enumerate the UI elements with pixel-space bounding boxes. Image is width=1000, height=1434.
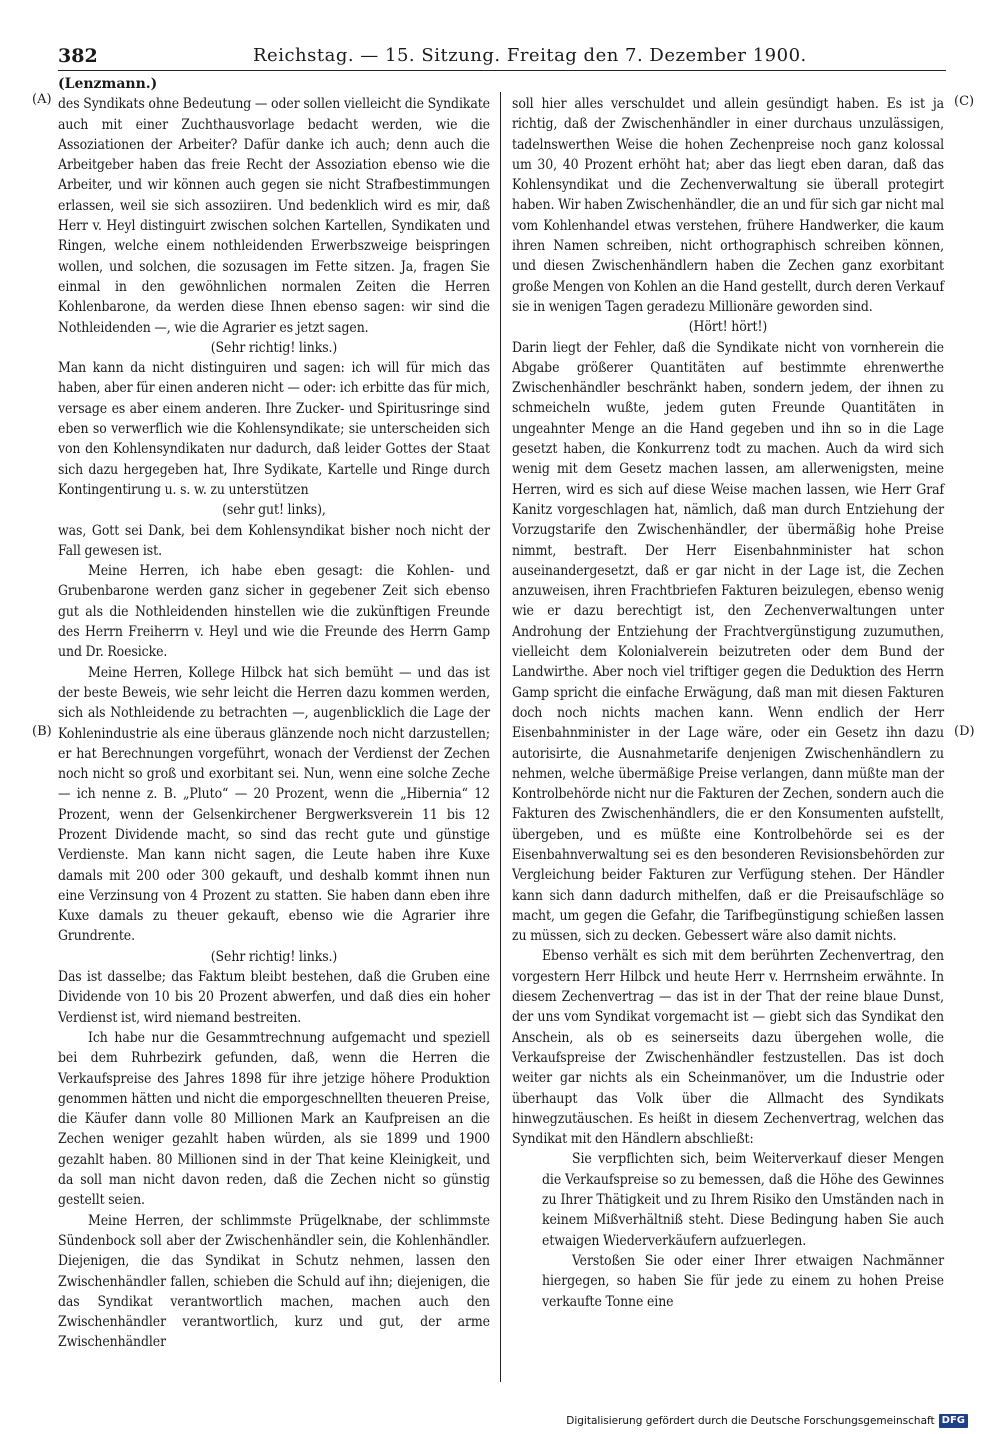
digitization-credit [566, 1412, 968, 1430]
paragraph: Meine Herren, der schlimmste Prügelknabe, der schlimmste Sündenbock soll aber der Zwischenhändler sein, die Kohlenhändler. Diejenigen, die das Syndikat in Schutz nehmen, lassen den Zwischenhändler fallen, schieben die Schuld auf ihn; diejenigen, die das Syndikat verantwortlich machen, machen auch den Zwischenhändler verantwortlich, kurz und gut, der arme Zwischenhändler [58, 1212, 490, 1351]
margin-mark-c: (C) [954, 94, 975, 109]
page-header [58, 44, 946, 70]
paragraph: Das ist dasselbe; das Faktum bleibt bestehen, daß die Gruben eine Dividende von 10 bis 20 Prozent abwerfen, und daß dies ein hoher Verdienst ist, wird niemand bestreiten. [58, 969, 490, 1026]
running-title: Reichstag. — 15. Sitzung. Freitag den 7. Dezember 1900. [253, 45, 807, 66]
credit-text: Digitalisierung gefördert durch die Deutsche Forschungsgemeinschaft [566, 1415, 935, 1427]
column-divider [500, 92, 501, 1382]
page-number: 382 [58, 45, 98, 67]
dfg-logo: DFG [939, 1414, 968, 1428]
quoted-passage: Sie verpflichten sich, beim Weiterverkauf dieser Mengen die Verkaufspreise so zu bemessen, daß die Höhe des Gewinnes zu Ihrer Thätigkeit und zu Ihrem Risiko den Umständen nach in keinem Mißverhältniß steht. Diese Bedingung haben Sie auch etwaigen Wiederverkäufern aufzuerlegen. [542, 1151, 944, 1249]
paragraph: Ich habe nur die Gesammtrechnung aufgemacht und speziell bei dem Ruhrbezirk gefunden, daß, wenn die Herren die Verkaufspreise des Jahres 1898 für ihre jetzige höhere Produktion genommen hätten und nicht die emporgeschnellten theueren Preise, die Käufer dann volle 80 Millionen Mark an Kaufpreisen an die Zechen weniger gezahlt haben würden, als sie 1899 und 1900 gezahlt haben. 80 Millionen sind in der That keine Kleinigkeit, und da soll man nicht davon reden, daß die Zechen nicht so günstig gestellt seien. [58, 1029, 490, 1209]
left-column [58, 74, 490, 1353]
paragraph: Meine Herren, ich habe eben gesagt: die Kohlen- und Grubenbarone werden ganz sicher in gegebener Zeit sich ebenso gut als die Nothleidenden hinstellen wie die zukünftigen Freunde des Herrn Freiherrn v. Heyl und wie die Freunde des Herrn Gamp und Dr. Roesicke. [58, 563, 490, 661]
interjection: (Sehr richtig! links.) [210, 948, 338, 965]
header-rule [58, 70, 946, 71]
interjection: (Hört! hört!) [688, 319, 768, 336]
paragraph: was, Gott sei Dank, bei dem Kohlensyndikat bisher noch nicht der Fall gewesen ist. [58, 522, 490, 559]
interjection: (Sehr richtig! links.) [210, 339, 338, 356]
margin-mark-b: (B) [32, 724, 52, 739]
margin-mark-d: (D) [954, 724, 975, 739]
right-column [512, 94, 944, 1312]
paragraph: Ebenso verhält es sich mit dem berührten Zechenvertrag, den vorgestern Herr Hilbck und heute Herr v. Herrnsheim erwähnte. In diesem Zechenvertrag — das ist in der That der reine blaue Dunst, der uns vom Syndikat vorgemacht ist — giebt sich das Syndikat den Anschein, als ob es seinerseits dazu übergehen wolle, die Verkaufspreise der Zwischenhändler festzustellen. Das ist doch weiter gar nichts als ein Scheinmanöver, um die Industrie oder überhaupt das Volk über die Allmacht des Syndikats hinwegzutäuschen. Es heißt in diesem Zechenvertrag, welchen das Syndikat mit den Händlern abschließt: [512, 948, 944, 1148]
margin-mark-a: (A) [32, 92, 52, 107]
paragraph: Man kann da nicht distinguiren und sagen: ich will für mich das haben, aber für einen anderen nicht — oder: ich erbitte das für mich, versage es aber einem anderen. Ihre Zucker- und Spiritusringe sind eben so verwerflich wie die Kohlensyndikate; sie unterscheiden sich von den Kohlensyndikaten nur dadurch, daß leider Gottes der Staat sich dazu hergegeben hat, Ihre Sydikate, Kartelle und Ringe durch Kontingentirung u. s. w. zu unterstützen [58, 360, 490, 498]
interjection: (sehr gut! links), [222, 502, 326, 519]
quoted-passage: Verstoßen Sie oder einer Ihrer etwaigen Nachmänner hiergegen, so haben Sie für jede zu einem zu hohen Preise verkaufte Tonne eine [542, 1252, 944, 1310]
paragraph: Meine Herren, Kollege Hilbck hat sich bemüht — und das ist der beste Beweis, wie sehr leicht die Herren dazu kommen werden, sich als Nothleidende zu betrachten —, augenblicklich die Lage der Kohlenindustrie als eine überaus glänzende noch nicht darzustellen; er hat Berechnungen vorgeführt, wonach der Verdienst der Zechen noch nicht so groß und exorbitant sei. Nun, wenn eine solche Zeche — ich nenne z. B. „Pluto“ — 20 Prozent, wenn die „Hibernia“ 12 Prozent, wenn der Gelsenkirchener Bergwerksverein 11 bis 12 Prozent Dividende macht, so sind das recht gute und günstige Verdienste. Man kann nicht sagen, die Leute haben ihre Kuxe damals mit 200 oder 300 gekauft, und deshalb kommt ihnen nun eine Verzinsung von 4 Prozent zu statten. Sie haben dann eben ihre Kuxe damals zu theuer gekauft, ebenso wie die Agrarier ihre Grundrente. [58, 664, 490, 945]
paragraph: Darin liegt der Fehler, daß die Syndikate nicht von vornherein die Abgabe größerer Quantitäten auf bestimmte ehrenwerthe Zwischenhändler beschränkt haben, sondern jedem, der ihnen zu schmeicheln wußte, jedem guten Freunde Quantitäten in ungeahnter Menge an die Hand gegeben und ihn so in die Lage gesetzt haben, die Konkurrenz todt zu machen. Auch da wird sich wenig mit dem Gesetz machen lassen, am allerwenigsten, meine Herren, wird es sich auf diese Weise machen lassen, wie Herr Graf Kanitz vorgeschlagen hat, nämlich, daß man durch Entziehung der Vorzugstarife den Zwischenhändler, der übermäßig hohe Preise nimmt, bestraft. Der Herr Eisenbahnminister hat schon auseinandergesetzt, daß er gar nicht in der Lage ist, die Zechen anzuweisen, ihren Frachtbriefen Fakturen beizulegen, ebenso wenig wie er dazu berechtigt ist, den Zechenverwaltungen unter Androhung der Entziehung der Frachtvergünstigung zuzumuthen, vielleicht dem Kolonialverein beizutreten oder dem Bund der Landwirthe. Aber noch viel triftiger gegen die Deduktion des Herrn Gamp spricht die einfache Erwägung, daß man mit diesen Fakturen doch noch nichts machen kann. Wenn endlich der Herr Eisenbahnminister in der Lage wäre, oder ein Gesetz ihn dazu autorisirte, die Ausnahmetarife denjenigen Zwischenhändlern zu nehmen, welche übermäßige Preise verlangen, dann müßte man der Kontrolbehörde nicht nur die Fakturen der Zechen, sondern auch die Fakturen des Zwischenhändlers, die er den Konsumenten aufstellt, übergeben, und es müßte eine Kontrolbehörde sei es der Eisenbahnverwaltung sei es den besonderen Revisionsbehörden zur Vergleichung beider Fakturen zur Verfügung stehen. Der Händler kann sich dann dadurch mithelfen, daß er die Preisaufschläge so macht, um gegen die Gefahr, die Tarifbegünstigung schießen lassen zu müssen, sich zu decken. Gebessert wäre also damit nichts. [512, 339, 944, 945]
paragraph: soll hier alles verschuldet und allein gesündigt haben. Es ist ja richtig, daß der Zwischenhändler in einer durchaus unzulässigen, tadelnswerthen Weise die hohen Zechenpreise noch ganz kolossal um 30, 40 Prozent erhöht hat; aber das liegt eben daran, daß das Kohlensyndikat und die Zechenverwaltung sie überall protegirt haben. Wir haben Zwischenhändler, die an und für sich gar nicht mal vom Kohlenhandel etwas verstehen, frühere Handwerker, die kaum ihren Namen schreiben, nicht orthographisch schreiben können, und diesen Zwischenhändlern haben die Zechen ganz exorbitant große Mengen von Kohlen an die Hand gestellt, durch deren Verkauf sie in wenigen Tagen geradezu Millionäre geworden sind. [512, 96, 944, 315]
paragraph: des Syndikats ohne Bedeutung — oder sollen vielleicht die Syndikate auch mit einer Zuchthausvorlage bedacht werden, wie die Assoziationen der Arbeiter? Dafür danke ich auch; denn auch die Arbeitgeber haben das freie Recht der Assoziation ebenso wie die Arbeiter, und wir können auch gegen sie nicht Strafbestimmungen erlassen, weil sie sich assoziiren. Und bedenklich wird es mir, daß Herr v. Heyl distinguirt zwischen solchen Kartellen, Syndikaten und Ringen, welche einem nothleidenden Erwerbszweige beispringen wollen, und solchen, die sozusagen im Fette sitzen. Ja, fragen Sie einmal in den gewöhnlichen normalen Zeiten die Herren Kohlenbarone, da werden diese Ihnen ebenso sagen: wir sind die Nothleidenden —, wie die Agrarier es jetzt sagen. [58, 96, 490, 336]
speaker-name: (Lenzmann.) [58, 76, 158, 92]
